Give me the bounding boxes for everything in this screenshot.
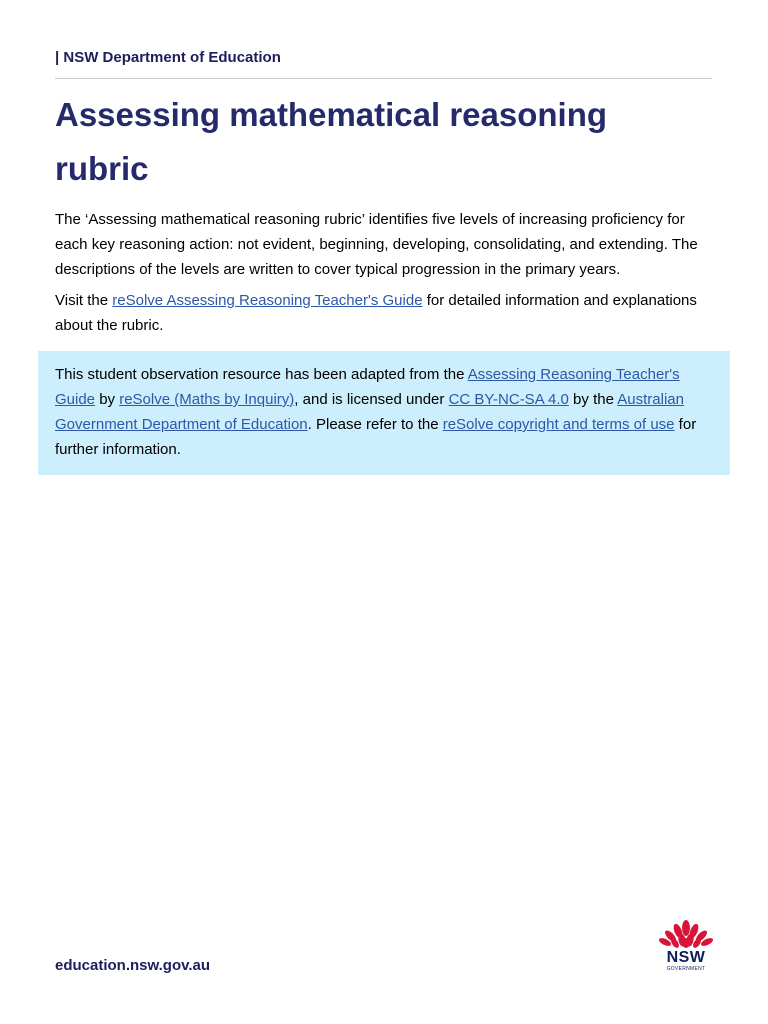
resolve-link[interactable]: reSolve (Maths by Inquiry) bbox=[119, 391, 295, 408]
license-text-6: for further information. bbox=[55, 416, 697, 458]
guide-paragraph bbox=[55, 288, 715, 338]
license-text bbox=[55, 362, 715, 462]
copyright-terms-link[interactable]: reSolve copyright and terms of use bbox=[442, 416, 675, 433]
license-text-3: , and is licensed under bbox=[294, 391, 449, 408]
waratah-icon bbox=[658, 920, 714, 950]
cc-license-link[interactable]: CC BY-NC-SA 4.0 bbox=[448, 391, 569, 408]
footer-url: education.nsw.gov.au bbox=[55, 957, 211, 974]
assessing-reasoning-guide-link[interactable]: Assessing Reasoning Teacher's Guide bbox=[55, 366, 680, 408]
license-callout bbox=[38, 351, 730, 475]
teachers-guide-link[interactable]: reSolve Assessing Reasoning Teacher's Guide bbox=[112, 292, 423, 309]
dept-education-link[interactable]: Australian Government Department of Education bbox=[55, 391, 684, 433]
logo-text: NSW bbox=[666, 949, 706, 966]
intro-paragraph: The ‘Assessing mathematical reasoning rubric’ identifies five levels of increasing proficiency for each key reasoning action: not evident, beginning, developing, consolidating, and extending. The descriptions of the levels are written to cover typical progression in the primary years. bbox=[55, 211, 698, 278]
header-org: | NSW Department of Education bbox=[55, 49, 281, 66]
license-text-5: . Please refer to the bbox=[307, 416, 443, 433]
header-divider bbox=[55, 78, 712, 79]
license-text-4: by the bbox=[568, 391, 618, 408]
guide-suffix: for detailed information and explanations about the rubric. bbox=[55, 292, 697, 334]
license-text-2: by bbox=[95, 391, 120, 408]
nsw-government-logo bbox=[658, 920, 714, 976]
license-text-1: This student observation resource has been adapted from the bbox=[55, 366, 468, 383]
logo-subtext: GOVERNMENT bbox=[666, 966, 706, 972]
page-title: Assessing mathematical reasoning rubric bbox=[55, 96, 608, 187]
guide-prefix: Visit the bbox=[55, 292, 113, 309]
